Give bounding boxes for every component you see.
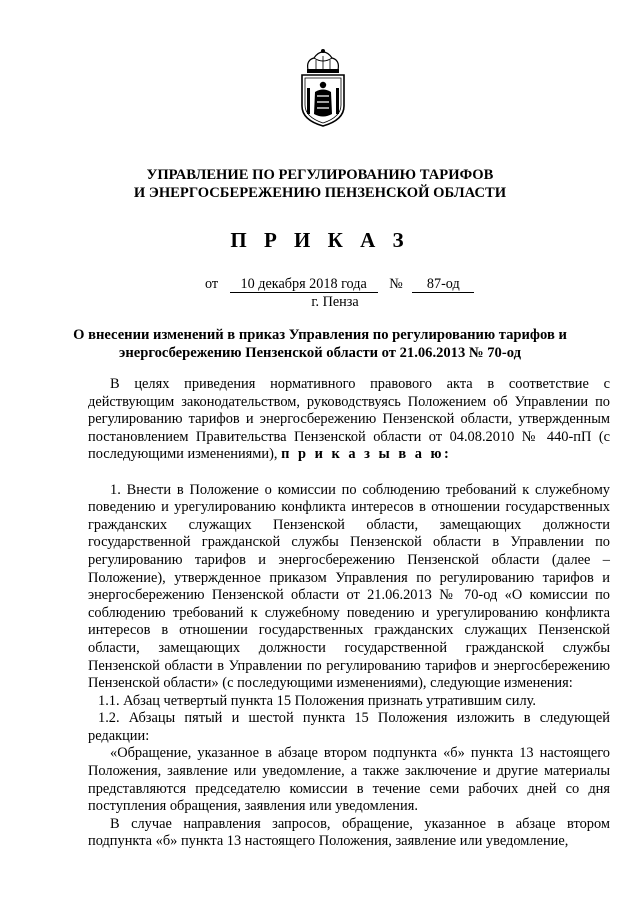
city-name: г. Пенза	[311, 294, 359, 310]
coat-of-arms-emblem	[296, 48, 350, 128]
number-sign: №	[389, 276, 403, 292]
organization-name	[0, 166, 640, 202]
paragraph-1-1: 1.1. Абзац четвертый пункта 15 Положения признать утратившим силу.	[98, 692, 537, 709]
order-subject: О внесении изменений в приказ Управления по регулированию тарифов и энергосбережению Пензенской области от 21.06.2013 № 70-од	[73, 327, 567, 361]
paragraph-1: 1. Внести в Положение о комиссии по соблюдению требований к служебному поведению и урегулированию конфликта интересов в отношении государственных гражданских служащих Пензенской области, замещающих должности государственной гражданской службы Пензенской области в Управлении по регулированию тарифов и энергосбережению Пензенской области (далее – Положение), утвержденное приказом Управления по регулированию тарифов и энергосбережению Пензенской области от 21.06.2013 № 70-од «О комиссии по соблюдению требований к служебному поведению и урегулированию конфликта интересов в отношении государственных гражданских служащих Пензенской области, замещающих должности государственной гражданской службы Пензенской области в Управлении по регулированию тарифов и энергосбережению Пензенской области» (с последующими изменениями), следующие изменения:	[88, 481, 610, 692]
intro-text: В целях приведения нормативного правового акта в соответствие с действующим законодательством, руководствуясь Положением об Управлении по регулированию тарифов и энергосбережению Пензенской области, утвержденным постановлением Правительства Пензенской области от 04.08.2010 № 440-пП (с последующими изменениями),	[88, 376, 610, 463]
decree-word: п р и к а з ы в а ю:	[281, 446, 452, 463]
document-type-title: П Р И К А З	[230, 228, 410, 252]
paragraph-1-2: 1.2. Абзацы пятый и шестой пункта 15 Положения изложить в следующей редакции:	[88, 710, 610, 744]
org-line-2: И ЭНЕРГОСБЕРЕЖЕНИЮ ПЕНЗЕНСКОЙ ОБЛАСТИ	[133, 185, 507, 201]
from-label: от	[205, 276, 219, 292]
quote-paragraph-1: «Обращение, указанное в абзаце втором подпункта «б» пункта 13 настоящего Положения, заявление или уведомление, а также заключение и другие материалы представляются председателю комиссии в течение семи рабочих дней со дня поступления обращения, заявления или уведомления.	[88, 745, 610, 815]
order-number: 87-од	[412, 277, 474, 293]
quote-paragraph-2: В случае направления запросов, обращение, указанное в абзаце втором подпункта «б» пункта 13 настоящего Положения, заявление или уведомление,	[88, 815, 610, 850]
document-body	[88, 376, 610, 851]
org-line-1: УПРАВЛЕНИЕ ПО РЕГУЛИРОВАНИЮ ТАРИФОВ	[146, 167, 494, 183]
order-date: 10 декабря 2018 года	[230, 277, 378, 293]
intro-paragraph	[88, 376, 610, 464]
date-number-line	[205, 276, 474, 293]
